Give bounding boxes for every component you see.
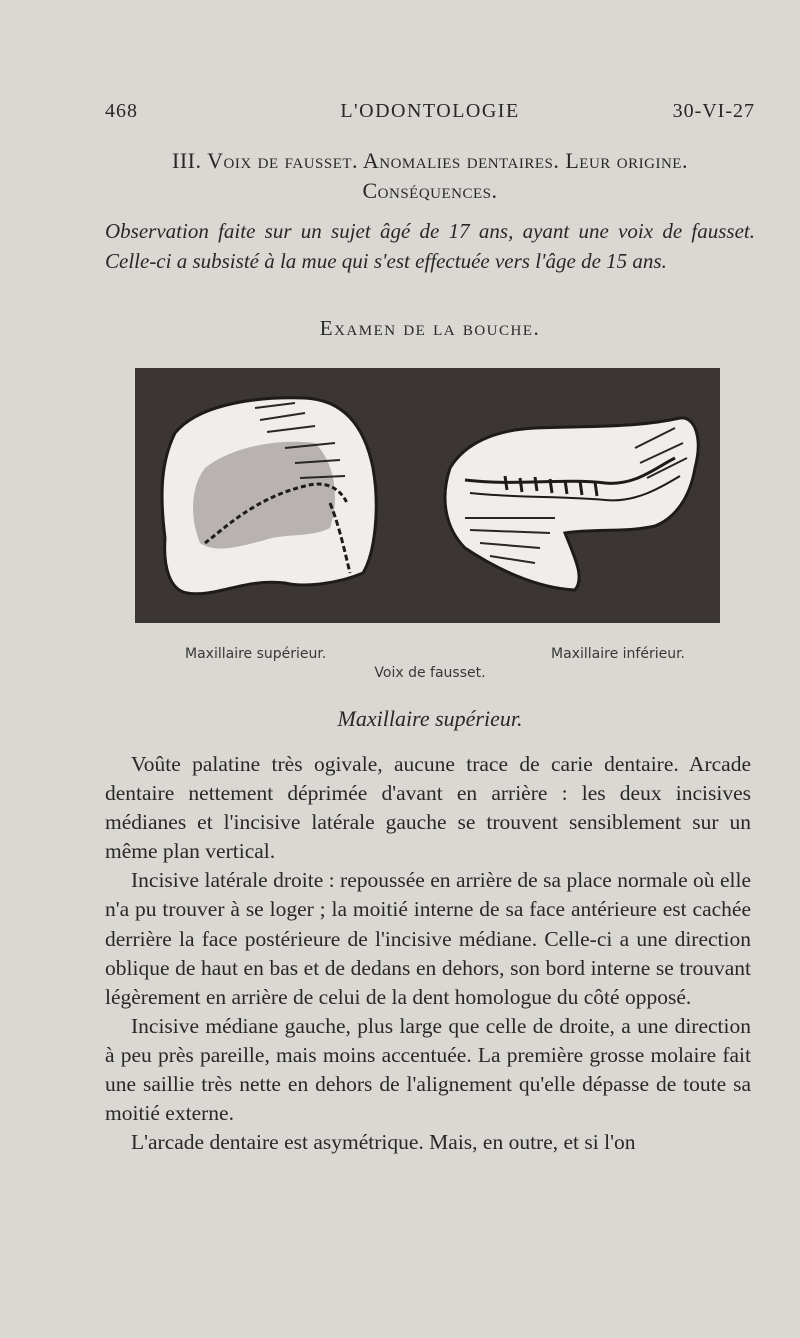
issue-date: 30-VI-27 <box>672 100 755 122</box>
caption-lower-jaw: Maxillaire inférieur. <box>551 646 685 662</box>
section-title-line-1: III. Voix de fausset. Anomalies dentaires. Leur origine. <box>172 148 688 173</box>
section-title <box>105 146 755 206</box>
intro-observation: Observation faite sur un sujet âgé de 17 ans, ayant une voix de fausset. Celle-ci a subsisté à la mue qui s'est effectuée vers l'âge de 15 ans. <box>105 219 755 273</box>
page-number: 468 <box>105 100 138 122</box>
body-text <box>105 750 751 1157</box>
section-title-line-2: Conséquences. <box>362 178 498 203</box>
upper-jaw-cast <box>162 398 376 594</box>
caption-upper-jaw: Maxillaire supérieur. <box>185 646 327 662</box>
paragraph: L'arcade dentaire est asymétrique. Mais, en outre, et si l'on <box>131 1130 636 1155</box>
paragraph: Incisive médiane gauche, plus large que celle de droite, a une direction à peu près pareille, mais moins accentuée. La première grosse molaire fait une saillie très nette en dehors de l'alignement qu'elle dépasse de toute sa moitié externe. <box>105 1013 751 1126</box>
journal-title: L'ODONTOLOGIE <box>340 100 520 122</box>
paragraph: Voûte palatine très ogivale, aucune trace de carie dentaire. Arcade dentaire nettement déprimée d'avant en arrière : les deux incisives médianes et l'incisive latérale gauche se trouvent sensiblement sur un même plan vertical. <box>105 752 751 864</box>
caption-figure-title: Voix de fausset. <box>374 665 486 681</box>
exam-title: Examen de la bouche. <box>319 316 541 340</box>
paragraph: Incisive latérale droite : repoussée en arrière de sa place normale où elle n'a pu trouver à se loger ; la moitié interne de sa face antérieure est cachée derrière la face postérieure de l'incisive médiane. Celle-ci a une direction oblique de haut en bas et de dedans en dehors, son bord interne se trouvant légèrement en arrière de celui de la dent homologue du côté opposé. <box>105 868 751 1009</box>
jaw-casts-figure <box>135 368 720 623</box>
subheading-upper-jaw: Maxillaire supérieur. <box>337 706 523 731</box>
